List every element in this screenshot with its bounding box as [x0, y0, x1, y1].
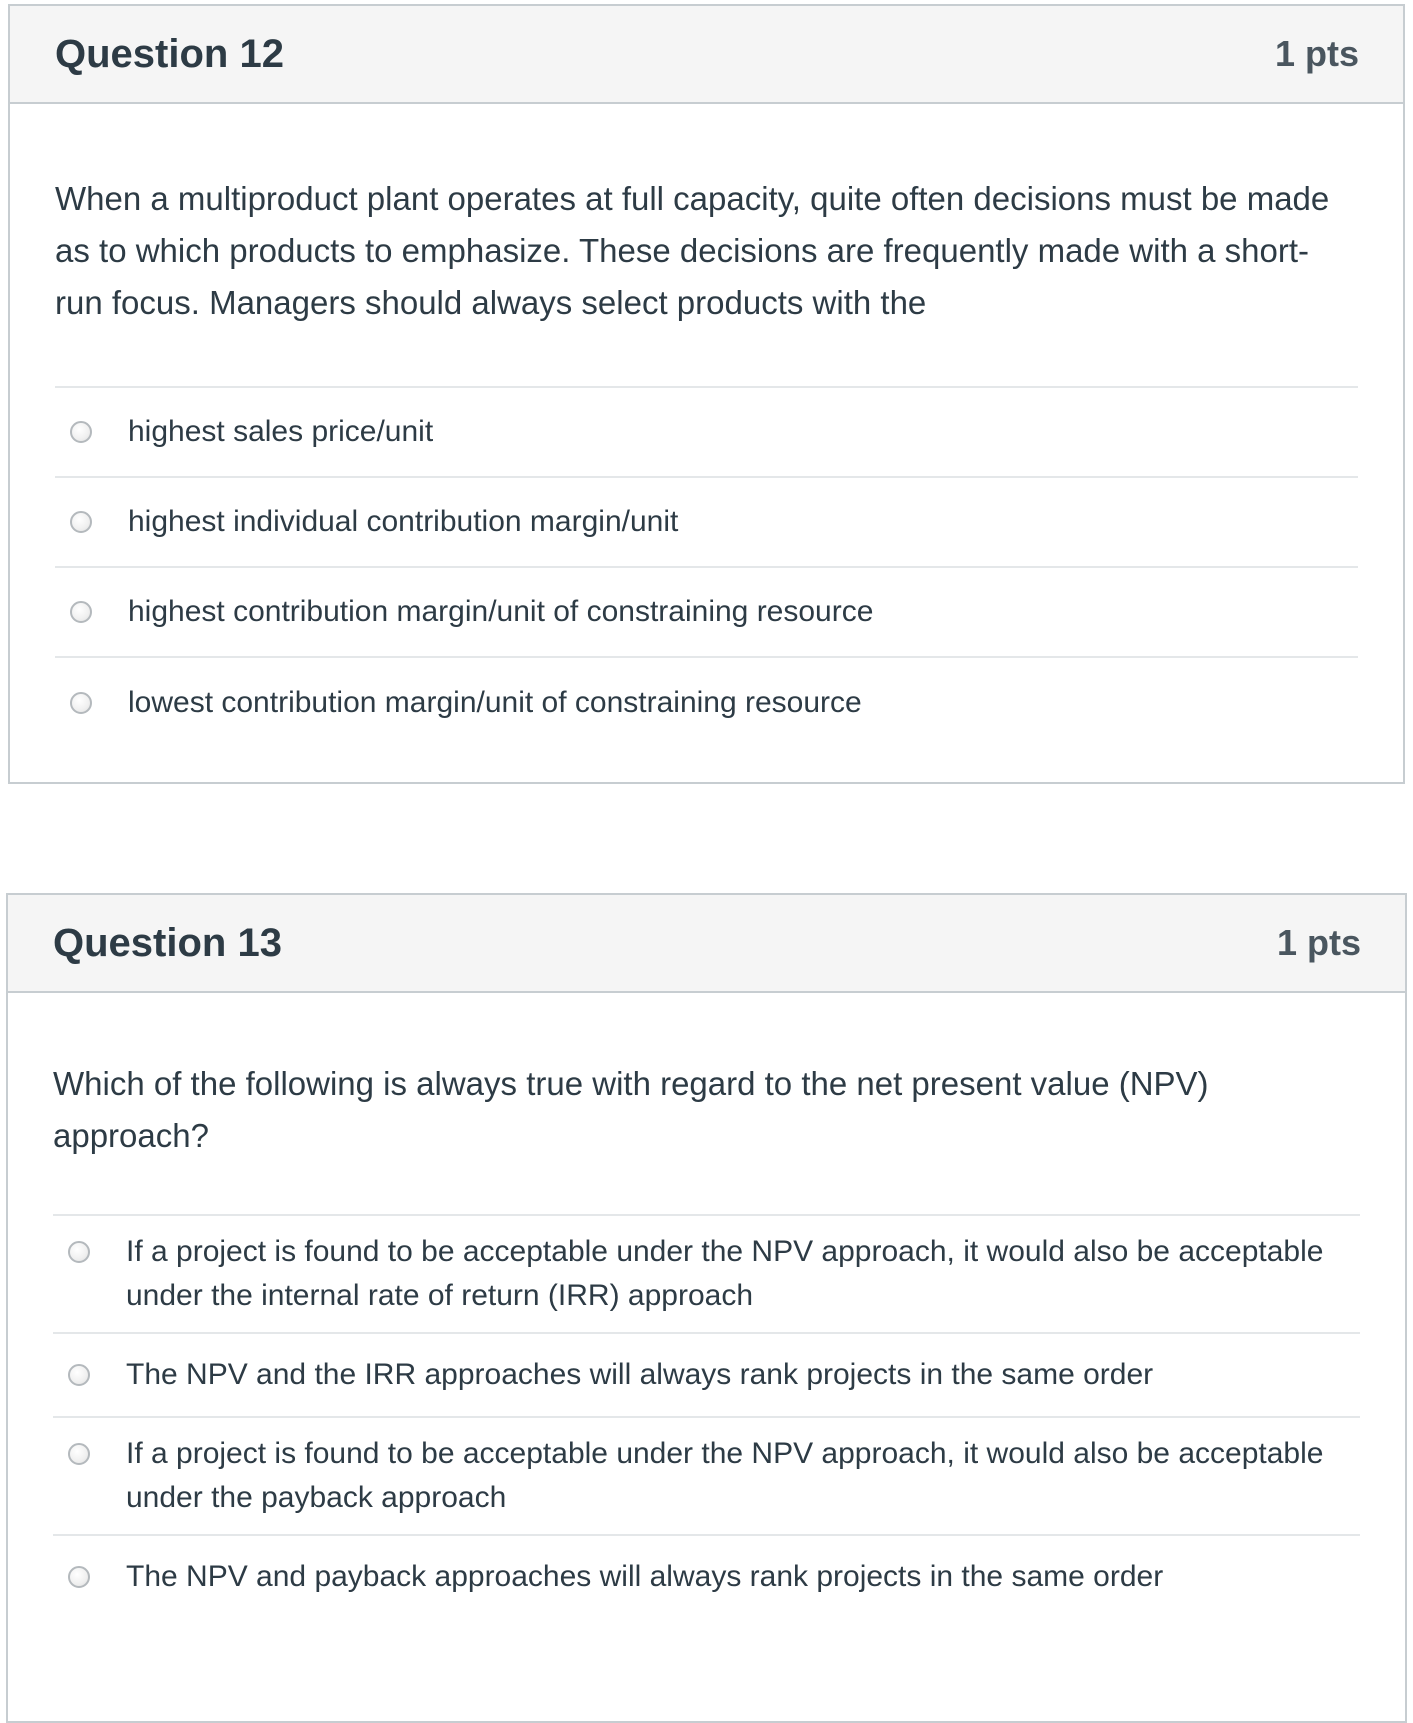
- question-body: [10, 104, 1403, 748]
- answer-label: highest individual contribution margin/unit: [128, 505, 679, 538]
- question-text: Which of the following is always true with regard to the net present value (NPV) approach?: [53, 1065, 1209, 1154]
- radio-button[interactable]: [70, 421, 92, 443]
- answer-option[interactable]: [53, 1418, 1360, 1536]
- answer-option[interactable]: [53, 1536, 1360, 1618]
- answer-option[interactable]: [55, 388, 1358, 478]
- answer-label: highest sales price/unit: [128, 415, 434, 448]
- question-12-card: [8, 4, 1405, 784]
- question-text: When a multiproduct plant operates at full capacity, quite often decisions must be made as to which products to emphasize. These decisions are frequently made with a short- run focus. Managers should always select products with the: [55, 180, 1330, 321]
- radio-button[interactable]: [68, 1241, 90, 1263]
- answer-label: highest contribution margin/unit of constraining resource: [128, 595, 874, 628]
- question-points: 1 pts: [1276, 922, 1361, 963]
- radio-button[interactable]: [70, 601, 92, 623]
- question-header: [10, 6, 1403, 104]
- answer-option[interactable]: [53, 1334, 1360, 1418]
- radio-button[interactable]: [68, 1566, 90, 1588]
- question-points: 1 pts: [1274, 33, 1359, 74]
- question-13-card: [6, 893, 1407, 1723]
- question-header: [8, 895, 1405, 993]
- answer-list: [53, 1214, 1360, 1618]
- question-body: [8, 993, 1405, 1618]
- answer-label: lowest contribution margin/unit of constraining resource: [128, 686, 862, 719]
- radio-button[interactable]: [70, 511, 92, 533]
- radio-button[interactable]: [68, 1364, 90, 1386]
- answer-option[interactable]: [55, 478, 1358, 568]
- question-title: Question 12: [55, 31, 284, 76]
- question-title: Question 13: [53, 920, 282, 965]
- answer-option[interactable]: [55, 658, 1358, 748]
- answer-option[interactable]: [53, 1216, 1360, 1334]
- answer-list: [55, 386, 1358, 748]
- answer-label: The NPV and the IRR approaches will always rank projects in the same order: [126, 1358, 1154, 1391]
- answer-label: The NPV and payback approaches will always rank projects in the same order: [126, 1560, 1164, 1593]
- answer-label: If a project is found to be acceptable under the NPV approach, it would also be acceptable under the payback approach: [126, 1437, 1324, 1514]
- answer-label: If a project is found to be acceptable under the NPV approach, it would also be acceptable under the internal rate of return (IRR) approach: [126, 1235, 1324, 1312]
- radio-button[interactable]: [68, 1443, 90, 1465]
- answer-option[interactable]: [55, 568, 1358, 658]
- radio-button[interactable]: [70, 692, 92, 714]
